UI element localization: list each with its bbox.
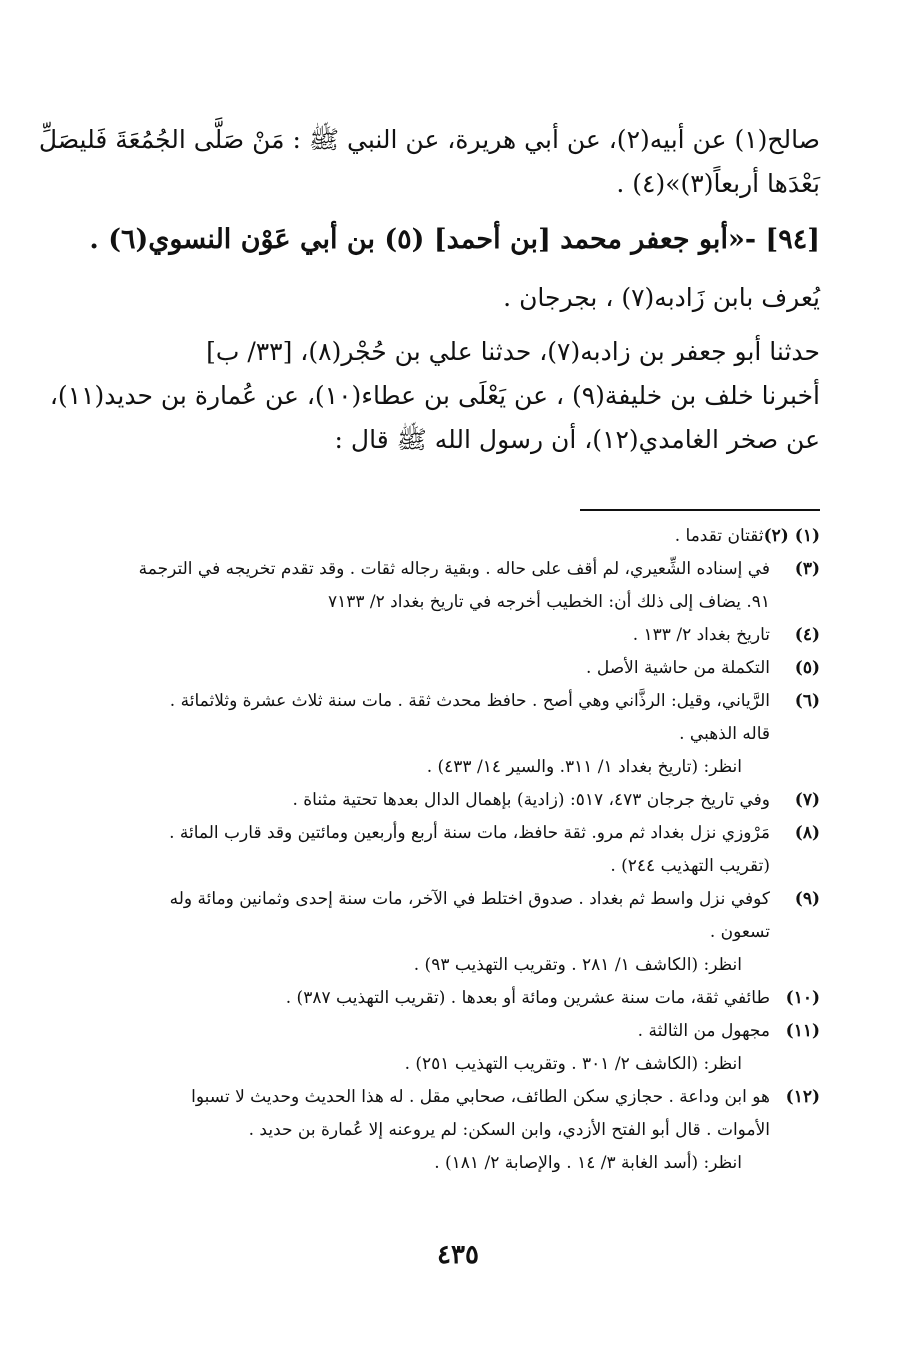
entry-known-as: يُعرف بابن زَادبه(٧) ، بجرجان . — [503, 283, 820, 312]
footnote-body — [100, 883, 770, 949]
footnote-line: تاريخ بغداد ٢/ ١٣٣ . — [632, 625, 770, 645]
footnote-line: في إسناده الشِّعيري، لم أقف على حاله . وبقية رجاله ثقات . وقد تقدم تخريجه في الترجمة — [138, 559, 770, 579]
footnote-number: (٥) — [794, 658, 820, 678]
footnote — [100, 685, 820, 751]
footnote-number: (٨) — [794, 823, 820, 843]
footnote-number: (٧) — [794, 790, 820, 810]
footnote-line: مَرْوزي نزل بغداد ثم مرو. ثقة حافظ، مات سنة أربع وأربعين ومائتين وقد قارب المائة . — [169, 823, 770, 843]
footnote — [100, 1081, 820, 1147]
page-number: ٤٣٥ — [437, 1240, 479, 1270]
footnote-line: كوفي نزل واسط ثم بغداد . صدوق اختلط في الآخر، مات سنة إحدى وثمانين ومائة وله — [169, 889, 770, 909]
footnote-body — [100, 751, 742, 784]
hadith-line: صالح(١) عن أبيه(٢)، عن أبي هريرة، عن النبي ﷺ : مَنْ صَلَّى الجُمُعَةَ فَليصَلِّ — [38, 125, 820, 154]
footnote-line: ٩١. يضاف إلى ذلك أن: الخطيب أخرجه في تاريخ بغداد ٢/ ٧١٣٣ — [327, 592, 770, 612]
footnote — [100, 1147, 820, 1180]
footnote — [100, 982, 820, 1015]
isnad-line: أخبرنا خلف بن خليفة(٩) ، عن يَعْلَى بن عطاء(١٠)، عن عُمارة بن حديد(١١)، — [49, 381, 820, 410]
footnote — [100, 652, 820, 685]
footnote-body — [100, 1147, 742, 1180]
footnote-line: انظر: (أسد الغابة ٣/ ١٤ . والإصابة ٢/ ١٨١) . — [434, 1153, 742, 1173]
footnote-line: مجهول من الثالثة . — [637, 1021, 770, 1041]
footnote-number: (٩) — [794, 889, 820, 909]
footnote-body — [100, 817, 770, 883]
footnote-body — [100, 1048, 742, 1081]
isnad-line: حدثنا أبو جعفر بن زادبه(٧)، حدثنا علي بن حُجْر(٨)، [٣٣/ ب] — [206, 337, 820, 366]
footnote-divider — [580, 509, 820, 511]
footnote-line: انظر: (تاريخ بغداد ١/ ٣١١. والسير ١٤/ ٤٣٣) . — [426, 757, 742, 777]
footnote-body — [100, 619, 770, 652]
footnote-body — [100, 949, 742, 982]
footnote — [100, 1048, 820, 1081]
footnote-number: (٤) — [794, 625, 820, 645]
footnote-line: هو ابن وداعة . حجازي سكن الطائف، صحابي مقل . له هذا الحديث وحديث لا تسبوا — [191, 1087, 770, 1107]
footnote — [100, 553, 820, 619]
footnote-body — [100, 520, 764, 553]
footnote — [100, 949, 820, 982]
footnote-body — [100, 1015, 770, 1048]
hadith-text — [38, 118, 820, 206]
footnote — [100, 883, 820, 949]
footnote-number: (١) (٢) — [763, 526, 820, 546]
footnote — [100, 784, 820, 817]
footnote-number: (١٢) — [785, 1087, 820, 1107]
footnote-line: التكملة من حاشية الأصل . — [586, 658, 770, 678]
footnote — [100, 1015, 820, 1048]
footnote-body — [100, 685, 770, 751]
footnote-line: وفي تاريخ جرجان ٤٧٣، ٥١٧: (زادية) بإهمال الدال بعدها تحتية مثناة . — [292, 790, 770, 810]
footnote-line: طائفي ثقة، مات سنة عشرين ومائة أو بعدها . (تقريب التهذيب ٣٨٧) . — [285, 988, 770, 1008]
footnote-line: ثقتان تقدما . — [674, 526, 764, 546]
footnote — [100, 619, 820, 652]
footnote-body — [100, 652, 770, 685]
footnote-number: (٦) — [794, 691, 820, 711]
isnad-line: عن صخر الغامدي(١٢)، أن رسول الله ﷺ قال : — [334, 425, 820, 454]
footnote-line: انظر: (الكاشف ١/ ٢٨١ . وتقريب التهذيب ٩٣) . — [413, 955, 742, 975]
footnote-line: الرَّياني، وقيل: الرذَّاني وهي أصح . حافظ محدث ثقة . مات سنة ثلاث عشرة وثلاثمائة . — [169, 691, 770, 711]
footnote-line: (تقريب التهذيب ٢٤٤) . — [610, 856, 770, 876]
footnote-line: قاله الذهبي . — [679, 724, 770, 744]
footnote-line: الأموات . قال أبو الفتح الأزدي، وابن السكن: لم يروعنه إلا عُمارة بن حديد . — [248, 1120, 770, 1140]
isnad-text — [49, 330, 820, 462]
footnote-body — [100, 982, 770, 1015]
footnote — [100, 817, 820, 883]
footnote-number: (١٠) — [785, 988, 820, 1008]
footnote — [100, 520, 820, 553]
footnote-body — [100, 553, 770, 619]
footnote-body — [100, 784, 770, 817]
hadith-line: بَعْدَها أربعاً(٣)»(٤) . — [616, 169, 820, 198]
footnotes — [100, 520, 820, 1180]
footnote-line: تسعون . — [709, 922, 770, 942]
footnote-body — [100, 1081, 770, 1147]
entry-heading: [٩٤] -«أبو جعفر محمد [بن أحمد] (٥) بن أبي عَوْن النسوي(٦) . — [89, 224, 820, 255]
footnote-number: (٣) — [794, 559, 820, 579]
footnote-number: (١١) — [785, 1021, 820, 1041]
footnote — [100, 751, 820, 784]
footnote-line: انظر: (الكاشف ٢/ ٣٠١ . وتقريب التهذيب ٢٥١) . — [404, 1054, 742, 1074]
